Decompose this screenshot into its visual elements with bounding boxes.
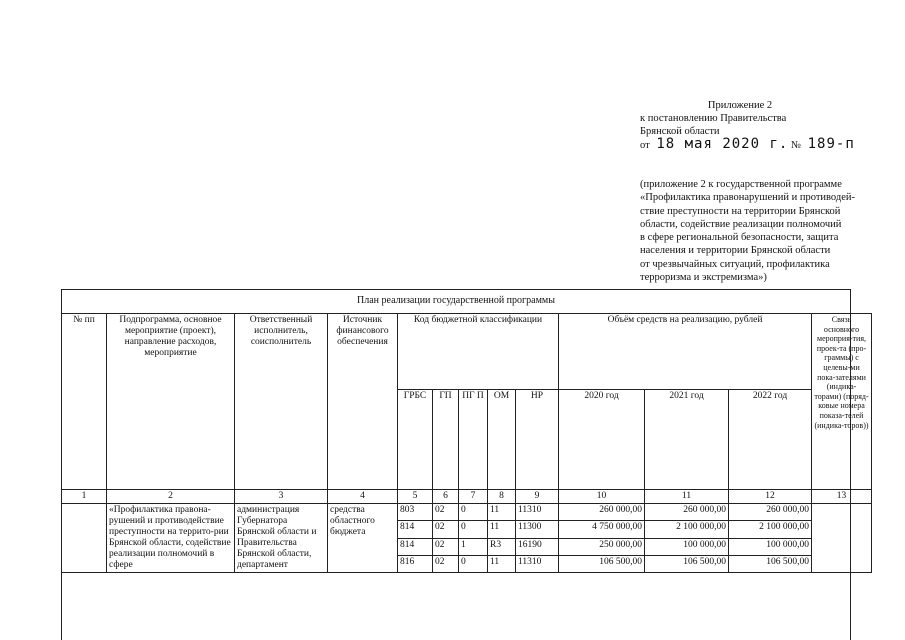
header-om: ОМ: [488, 390, 516, 490]
amount-2021-cell: 100 000,00: [645, 538, 729, 555]
handwritten-date: 18 мая 2020 г.: [656, 136, 789, 152]
number-prefix: №: [790, 140, 801, 151]
header-subprogram: Подпрограмма, основное мероприятие (проект), направление расходов, мероприятие: [107, 314, 235, 490]
plan-table: [61, 313, 872, 573]
header-nr: НР: [516, 390, 559, 490]
header-grbs: ГРБС: [398, 390, 433, 490]
appendix-date-line: [640, 138, 890, 152]
amount-2022-cell: 106 500,00: [729, 555, 812, 572]
responsible-cell: администрация Губернатора Брянской области и Правительства Брянской области, департамент: [235, 504, 328, 573]
amount-2020-cell: 250 000,00: [559, 538, 645, 555]
grbs-cell: 816: [398, 555, 433, 572]
note-line: населения и территории Брянской области: [640, 245, 831, 257]
gp-cell: 02: [433, 555, 459, 572]
note-line: от чрезвычайных ситуаций, профилактика: [640, 258, 830, 270]
subprogram-cell: «Профилактика правона-рушений и противодействие преступности на террито-рии Брянской области, содействие реализации полномочий в сфере: [107, 504, 235, 573]
grbs-cell: 814: [398, 521, 433, 538]
amount-2020-cell: 4 750 000,00: [559, 521, 645, 538]
col-number: 5: [398, 490, 433, 504]
om-cell: 11: [488, 521, 516, 538]
gp-cell: 02: [433, 521, 459, 538]
grbs-cell: 803: [398, 504, 433, 521]
pgp-cell: 0: [459, 521, 488, 538]
header-link: Связь основного мероприя-тия, проек-та (про-граммы) с целевы-ми пока-зателями (индика-торами) (поряд-ковые номера показа-телей (индика-торов)): [812, 314, 872, 490]
program-note: [640, 178, 885, 284]
pgp-cell: 1: [459, 538, 488, 555]
amount-2022-cell: 260 000,00: [729, 504, 812, 521]
header-volume: Объём средств на реализацию, рублей: [559, 314, 812, 390]
header-2022: 2022 год: [729, 390, 812, 490]
amount-2021-cell: 106 500,00: [645, 555, 729, 572]
header-2021: 2021 год: [645, 390, 729, 490]
appendix-title: Приложение 2: [707, 100, 773, 111]
om-cell: R3: [488, 538, 516, 555]
date-prefix: от: [640, 140, 650, 151]
col-number: 7: [459, 490, 488, 504]
nr-cell: 11310: [516, 555, 559, 572]
col-number: 4: [328, 490, 398, 504]
appendix-region-line: Брянской области: [640, 126, 720, 137]
amount-2021-cell: 2 100 000,00: [645, 521, 729, 538]
header-kbk: Код бюджетной классификации: [398, 314, 559, 390]
om-cell: 11: [488, 555, 516, 572]
note-line: терроризма и экстремизма»): [640, 272, 767, 284]
gp-cell: 02: [433, 538, 459, 555]
nr-cell: 16190: [516, 538, 559, 555]
note-line: «Профилактика правонарушений и противодей-: [640, 192, 855, 204]
col-number: 3: [235, 490, 328, 504]
column-number-row: [62, 490, 872, 504]
col-number: 6: [433, 490, 459, 504]
col-number: 12: [729, 490, 812, 504]
note-line: (приложение 2 к государственной программе: [640, 179, 842, 190]
col-number: 2: [107, 490, 235, 504]
note-line: в сфере региональной безопасности, защита: [640, 232, 839, 244]
nr-cell: 11300: [516, 521, 559, 538]
header-pgp: ПГ П: [459, 390, 488, 490]
col-number: 10: [559, 490, 645, 504]
appendix-decree-line: к постановлению Правительства: [640, 113, 787, 124]
header-responsible: Ответственный исполнитель, соисполнитель: [235, 314, 328, 490]
note-line: ствие преступности на территории Брянской: [640, 205, 841, 217]
table-title: План реализации государственной программы: [357, 295, 555, 306]
table-row: [62, 504, 872, 521]
header-source: Источник финансового обеспечения: [328, 314, 398, 490]
appendix-header: [640, 99, 890, 152]
handwritten-number: 189-п: [807, 136, 855, 152]
col-number: 13: [812, 490, 872, 504]
amount-2021-cell: 260 000,00: [645, 504, 729, 521]
col-number: 11: [645, 490, 729, 504]
source-cell: средства областного бюджета: [328, 504, 398, 573]
header-2020: 2020 год: [559, 390, 645, 490]
col-number: 1: [62, 490, 107, 504]
grbs-cell: 814: [398, 538, 433, 555]
pgp-cell: 0: [459, 555, 488, 572]
row-num-cell: [62, 504, 107, 573]
nr-cell: 11310: [516, 504, 559, 521]
gp-cell: 02: [433, 504, 459, 521]
link-cell: [812, 504, 872, 573]
table-header-row: [62, 314, 872, 390]
pgp-cell: 0: [459, 504, 488, 521]
header-num: № пп: [62, 314, 107, 490]
amount-2022-cell: 100 000,00: [729, 538, 812, 555]
header-gp: ГП: [433, 390, 459, 490]
note-line: области, содействие реализации полномочий: [640, 218, 842, 230]
col-number: 9: [516, 490, 559, 504]
col-number: 8: [488, 490, 516, 504]
amount-2020-cell: 106 500,00: [559, 555, 645, 572]
om-cell: 11: [488, 504, 516, 521]
amount-2022-cell: 2 100 000,00: [729, 521, 812, 538]
amount-2020-cell: 260 000,00: [559, 504, 645, 521]
